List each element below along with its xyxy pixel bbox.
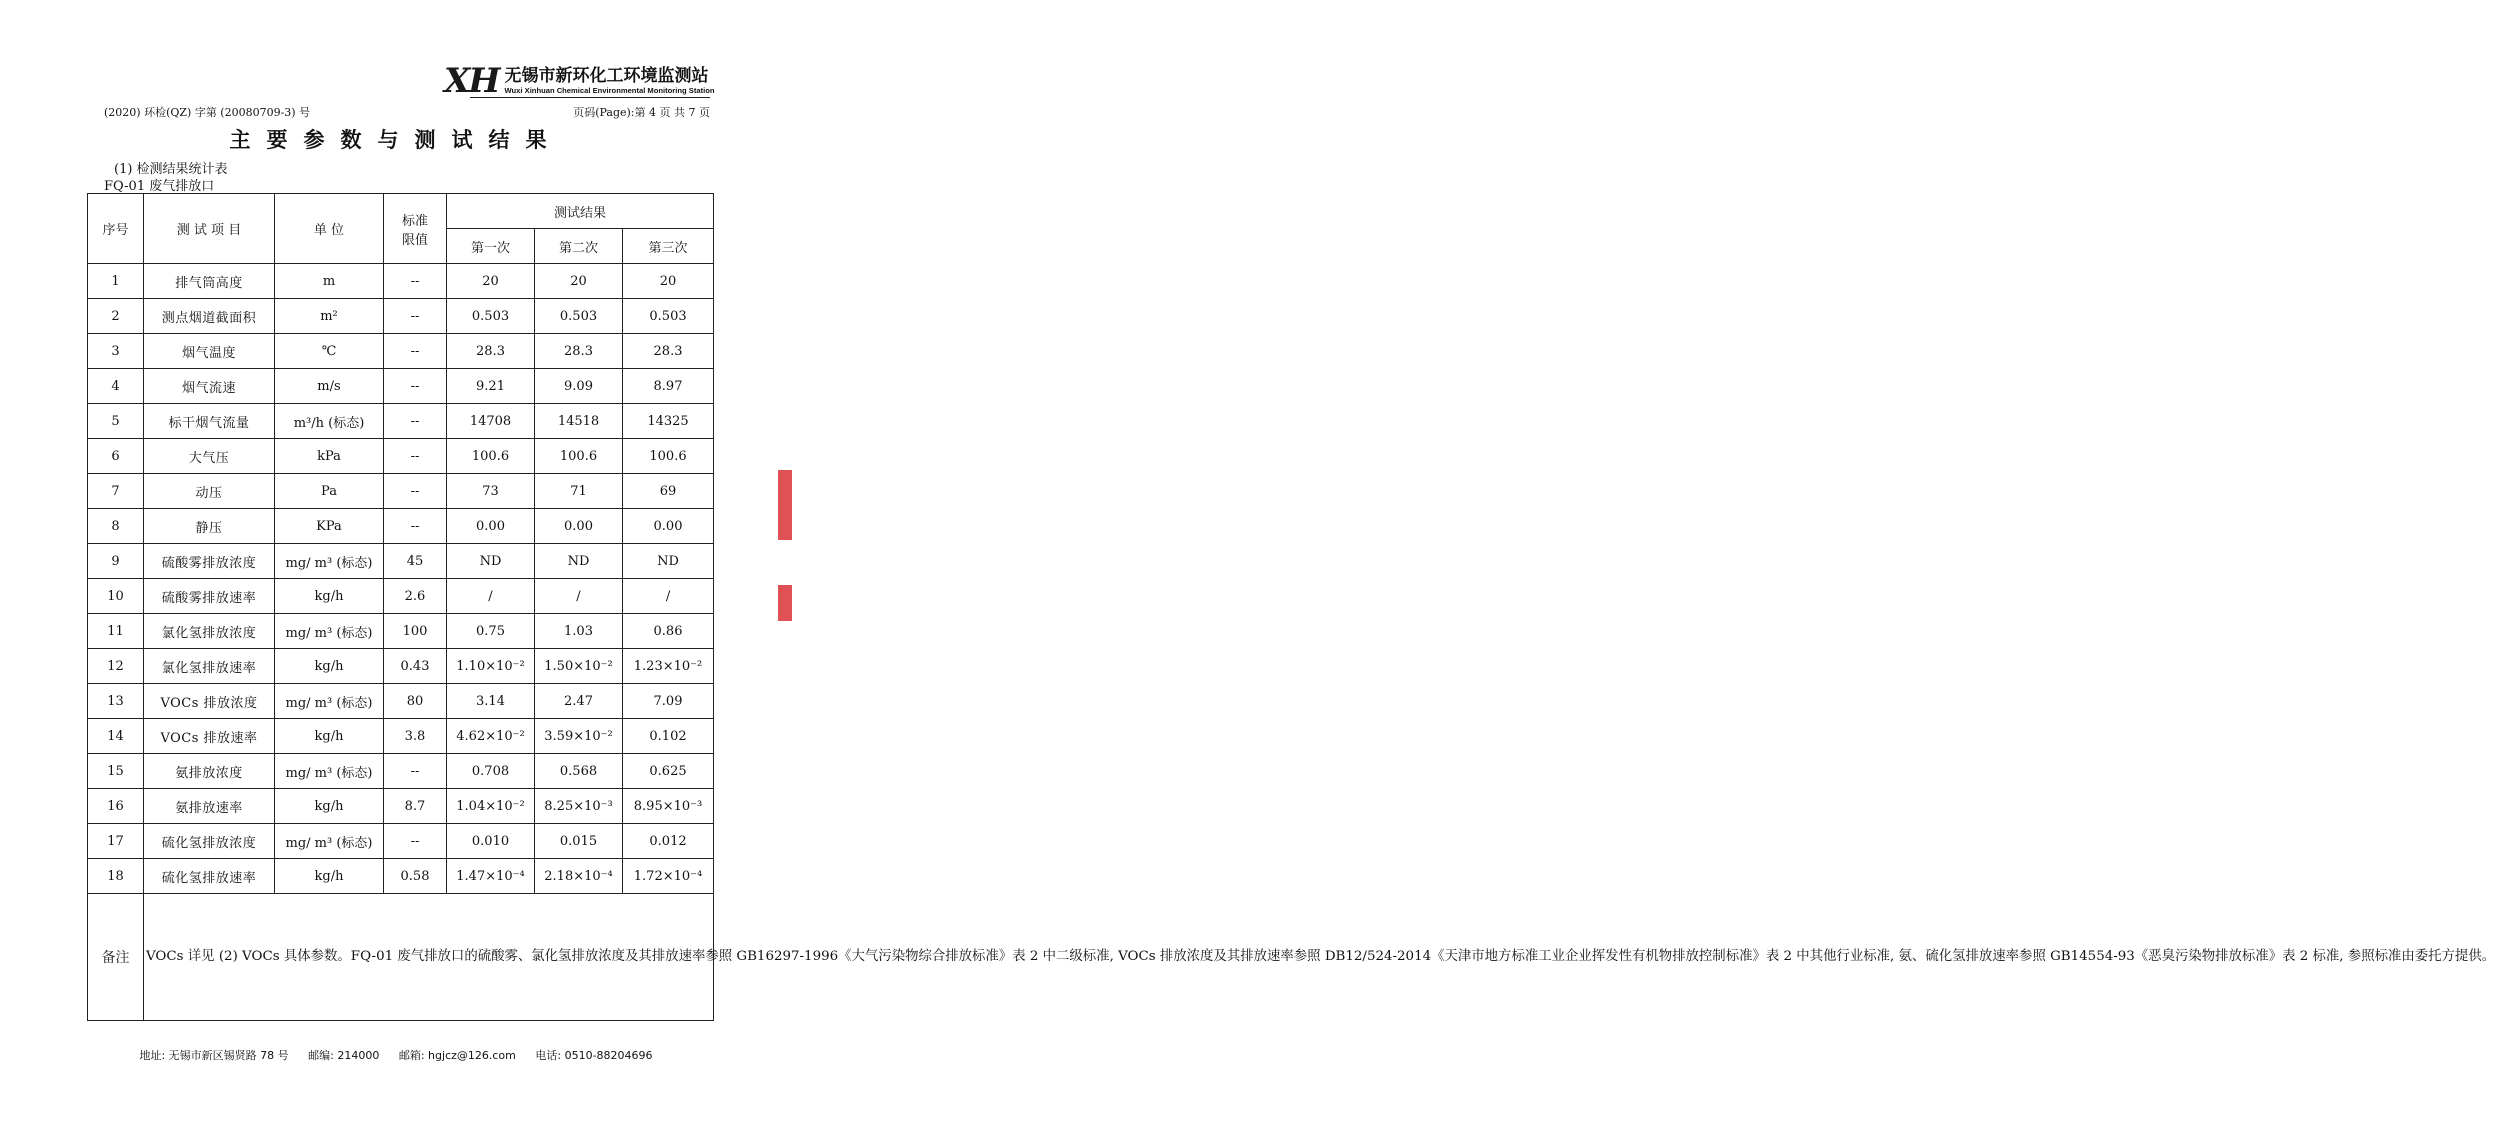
header-unit: 单 位 xyxy=(275,194,384,264)
table-row xyxy=(88,614,714,649)
cell-run2: 0.568 xyxy=(535,754,623,789)
org-name-cn: 无锡市新环化工环境监测站 xyxy=(504,66,709,86)
report-number: (2020) 环检(QZ) 字第 (20080709-3) 号 xyxy=(104,106,311,119)
cell-run3: 28.3 xyxy=(623,334,714,369)
cell-run2: 0.015 xyxy=(535,824,623,859)
logo-text xyxy=(505,66,715,96)
cell-seq: 16 xyxy=(88,789,144,824)
cell-seq: 4 xyxy=(88,369,144,404)
cell-run3: 0.012 xyxy=(623,824,714,859)
cell-unit: m³/h (标态) xyxy=(275,404,384,439)
table-row xyxy=(88,264,714,299)
cell-limit: -- xyxy=(384,334,447,369)
cell-run1: 0.708 xyxy=(447,754,535,789)
cell-seq: 13 xyxy=(88,684,144,719)
cell-limit: 100 xyxy=(384,614,447,649)
footer-postcode: 邮编: 214000 xyxy=(308,1049,380,1062)
cell-item: 烟气温度 xyxy=(144,334,275,369)
cell-limit: 0.43 xyxy=(384,649,447,684)
org-logo xyxy=(444,61,715,101)
seal-fragment xyxy=(778,470,792,540)
cell-seq: 5 xyxy=(88,404,144,439)
cell-run1: 28.3 xyxy=(447,334,535,369)
cell-limit: -- xyxy=(384,509,447,544)
cell-limit: -- xyxy=(384,404,447,439)
cell-limit: 80 xyxy=(384,684,447,719)
page-number: 页码(Page):第 4 页 共 7 页 xyxy=(573,106,710,119)
cell-unit: mg/ m³ (标态) xyxy=(275,824,384,859)
cell-item: 大气压 xyxy=(144,439,275,474)
cell-item: 硫酸雾排放浓度 xyxy=(144,544,275,579)
header-run1: 第一次 xyxy=(447,229,535,264)
cell-unit: ℃ xyxy=(275,334,384,369)
cell-run1: 3.14 xyxy=(447,684,535,719)
cell-run3: 0.503 xyxy=(623,299,714,334)
cell-item: 氯化氢排放浓度 xyxy=(144,614,275,649)
table-row xyxy=(88,369,714,404)
table-row xyxy=(88,859,714,894)
org-name-en: Wuxi Xinhuan Chemical Environmental Monitoring Station xyxy=(504,86,715,95)
cell-item: 标干烟气流量 xyxy=(144,404,275,439)
footer xyxy=(0,1047,792,1063)
results-table xyxy=(87,193,2495,1021)
cell-unit: KPa xyxy=(275,509,384,544)
header-item: 测 试 项 目 xyxy=(144,194,275,264)
cell-run3: 0.625 xyxy=(623,754,714,789)
cell-run2: 0.00 xyxy=(535,509,623,544)
logo-mark: XH xyxy=(444,61,499,101)
cell-run2: 20 xyxy=(535,264,623,299)
cell-limit: 3.8 xyxy=(384,719,447,754)
header-rule xyxy=(470,97,710,98)
cell-run2: 0.503 xyxy=(535,299,623,334)
cell-run3: 1.23×10⁻² xyxy=(623,649,714,684)
cell-item: 烟气流速 xyxy=(144,369,275,404)
cell-run2: 9.09 xyxy=(535,369,623,404)
cell-seq: 15 xyxy=(88,754,144,789)
cell-run2: 100.6 xyxy=(535,439,623,474)
cell-run2: 1.03 xyxy=(535,614,623,649)
cell-run3: 7.09 xyxy=(623,684,714,719)
cell-run1: ND xyxy=(447,544,535,579)
document-title: 主要参数与测试结果 xyxy=(229,128,563,152)
cell-run2: 3.59×10⁻² xyxy=(535,719,623,754)
cell-seq: 6 xyxy=(88,439,144,474)
cell-seq: 12 xyxy=(88,649,144,684)
cell-limit: -- xyxy=(384,439,447,474)
footer-address: 地址: 无锡市新区锡贤路 78 号 xyxy=(139,1049,289,1062)
cell-run1: 9.21 xyxy=(447,369,535,404)
cell-run1: 14708 xyxy=(447,404,535,439)
cell-item: 测点烟道截面积 xyxy=(144,299,275,334)
cell-run1: 0.00 xyxy=(447,509,535,544)
cell-seq: 8 xyxy=(88,509,144,544)
cell-run1: 100.6 xyxy=(447,439,535,474)
cell-item: 硫酸雾排放速率 xyxy=(144,579,275,614)
cell-run1: 1.04×10⁻² xyxy=(447,789,535,824)
cell-item: 氨排放速率 xyxy=(144,789,275,824)
header-limit-line1: 标准 xyxy=(401,213,428,229)
cell-run2: 8.25×10⁻³ xyxy=(535,789,623,824)
cell-unit: kg/h xyxy=(275,789,384,824)
cell-unit: mg/ m³ (标态) xyxy=(275,544,384,579)
table-row xyxy=(88,439,714,474)
table-row xyxy=(88,404,714,439)
cell-limit: 0.58 xyxy=(384,859,447,894)
cell-run2: 14518 xyxy=(535,404,623,439)
cell-limit: -- xyxy=(384,474,447,509)
section-label: (1) 检测结果统计表 xyxy=(114,162,228,177)
outlet-label: FQ-01 废气排放口 xyxy=(104,179,215,194)
table-row xyxy=(88,824,714,859)
cell-run2: 2.18×10⁻⁴ xyxy=(535,859,623,894)
cell-unit: kg/h xyxy=(275,649,384,684)
cell-unit: mg/ m³ (标态) xyxy=(275,614,384,649)
cell-run3: 0.00 xyxy=(623,509,714,544)
cell-run1: 0.010 xyxy=(447,824,535,859)
cell-seq: 1 xyxy=(88,264,144,299)
cell-run2: ND xyxy=(535,544,623,579)
footer-email: 邮箱: hgjcz@126.com xyxy=(398,1049,516,1062)
table-row xyxy=(88,754,714,789)
table-row xyxy=(88,649,714,684)
header-results: 测试结果 xyxy=(447,194,714,229)
cell-run3: 8.97 xyxy=(623,369,714,404)
cell-unit: kg/h xyxy=(275,859,384,894)
cell-seq: 10 xyxy=(88,579,144,614)
table-row xyxy=(88,719,714,754)
cell-unit: mg/ m³ (标态) xyxy=(275,754,384,789)
results-body xyxy=(88,264,2495,1021)
table-row xyxy=(88,579,714,614)
seal-fragment xyxy=(778,585,792,621)
cell-run3: 0.102 xyxy=(623,719,714,754)
table-row xyxy=(88,509,714,544)
table-row xyxy=(88,334,714,369)
remark-label: 备注 xyxy=(88,894,144,1021)
cell-run2: 71 xyxy=(535,474,623,509)
cell-unit: kg/h xyxy=(275,719,384,754)
cell-run1: 20 xyxy=(447,264,535,299)
cell-run3: 100.6 xyxy=(623,439,714,474)
cell-limit: -- xyxy=(384,264,447,299)
cell-unit: m/s xyxy=(275,369,384,404)
cell-unit: m xyxy=(275,264,384,299)
cell-item: 排气筒高度 xyxy=(144,264,275,299)
cell-item: 动压 xyxy=(144,474,275,509)
header-limit xyxy=(384,194,447,264)
cell-run2: 28.3 xyxy=(535,334,623,369)
cell-limit: 2.6 xyxy=(384,579,447,614)
cell-item: 硫化氢排放速率 xyxy=(144,859,275,894)
cell-run1: 0.75 xyxy=(447,614,535,649)
cell-seq: 11 xyxy=(88,614,144,649)
header-seq: 序号 xyxy=(88,194,144,264)
cell-unit: kPa xyxy=(275,439,384,474)
table-row xyxy=(88,544,714,579)
cell-limit: 45 xyxy=(384,544,447,579)
cell-limit: 8.7 xyxy=(384,789,447,824)
cell-run1: / xyxy=(447,579,535,614)
cell-item: 氨排放浓度 xyxy=(144,754,275,789)
cell-seq: 9 xyxy=(88,544,144,579)
cell-limit: -- xyxy=(384,824,447,859)
cell-seq: 3 xyxy=(88,334,144,369)
cell-seq: 7 xyxy=(88,474,144,509)
header-run2: 第二次 xyxy=(535,229,623,264)
cell-run2: 1.50×10⁻² xyxy=(535,649,623,684)
cell-limit: -- xyxy=(384,754,447,789)
cell-seq: 14 xyxy=(88,719,144,754)
cell-unit: Pa xyxy=(275,474,384,509)
cell-item: 静压 xyxy=(144,509,275,544)
cell-seq: 18 xyxy=(88,859,144,894)
header-limit-line2: 限值 xyxy=(401,232,428,248)
cell-run3: 0.86 xyxy=(623,614,714,649)
cell-item: VOCs 排放浓度 xyxy=(144,684,275,719)
cell-run1: 1.47×10⁻⁴ xyxy=(447,859,535,894)
cell-run1: 73 xyxy=(447,474,535,509)
header-run3: 第三次 xyxy=(623,229,714,264)
cell-unit: kg/h xyxy=(275,579,384,614)
cell-unit: m² xyxy=(275,299,384,334)
cell-run3: ND xyxy=(623,544,714,579)
cell-run3: 1.72×10⁻⁴ xyxy=(623,859,714,894)
cell-seq: 2 xyxy=(88,299,144,334)
cell-limit: -- xyxy=(384,369,447,404)
cell-run3: 69 xyxy=(623,474,714,509)
cell-unit: mg/ m³ (标态) xyxy=(275,684,384,719)
cell-run1: 1.10×10⁻² xyxy=(447,649,535,684)
cell-item: 氯化氢排放速率 xyxy=(144,649,275,684)
cell-run2: / xyxy=(535,579,623,614)
table-row xyxy=(88,299,714,334)
footer-phone: 电话: 0510-88204696 xyxy=(535,1049,653,1062)
table-row xyxy=(88,684,714,719)
remark-text: VOCs 详见 (2) VOCs 具体参数。FQ-01 废气排放口的硫酸雾、氯化氢排放浓度及其排放速率参照 GB16297-1996《大气污染物综合排放标准》表 2 中二级标准, VOCs 排放浓度及其排放速率参照 DB12/524-2014《天津市地方标准工业企业挥发性有机物排放控制标准》表 2 中其他行业标准, 氨、硫化氢排放速率参照 GB14554-93《恶臭污染物排放标准》表 2 标准, 参照标准由委托方提供。 xyxy=(144,894,714,1021)
cell-item: 硫化氢排放浓度 xyxy=(144,824,275,859)
cell-limit: -- xyxy=(384,299,447,334)
table-row xyxy=(88,474,714,509)
cell-run1: 4.62×10⁻² xyxy=(447,719,535,754)
cell-run2: 2.47 xyxy=(535,684,623,719)
cell-run3: 14325 xyxy=(623,404,714,439)
cell-run3: / xyxy=(623,579,714,614)
cell-seq: 17 xyxy=(88,824,144,859)
table-row xyxy=(88,789,714,824)
cell-run1: 0.503 xyxy=(447,299,535,334)
cell-run3: 20 xyxy=(623,264,714,299)
cell-run3: 8.95×10⁻³ xyxy=(623,789,714,824)
cell-item: VOCs 排放速率 xyxy=(144,719,275,754)
